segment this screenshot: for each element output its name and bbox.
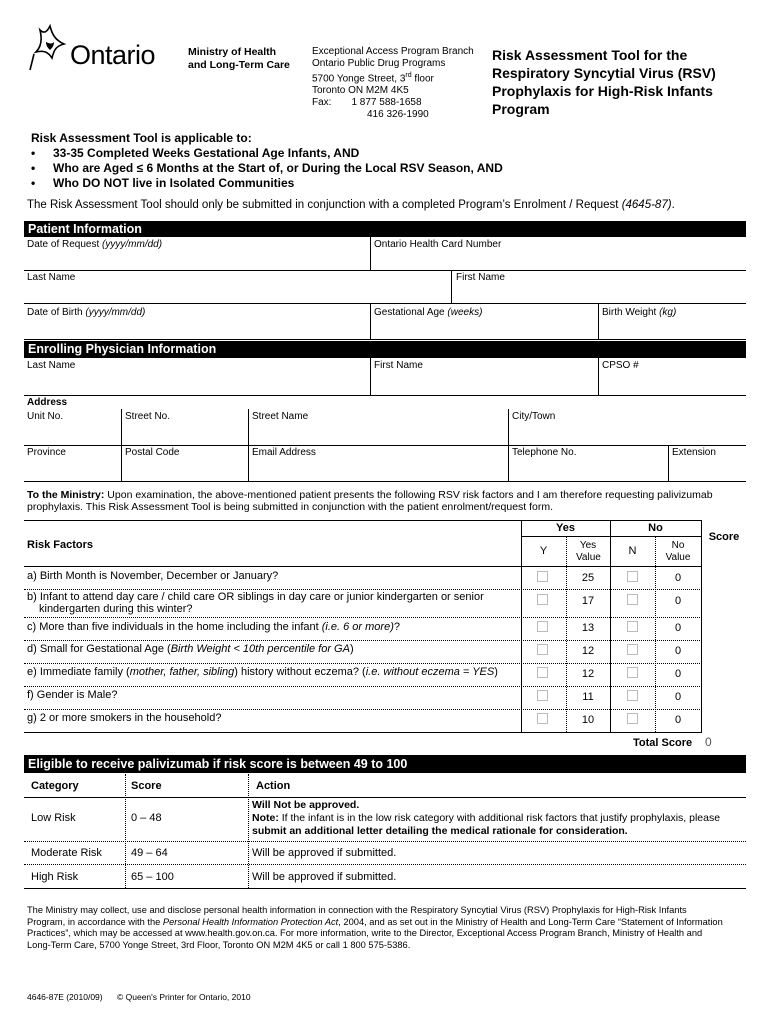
date-of-birth-field[interactable]: Date of Birth (yyyy/mm/dd) — [27, 307, 146, 318]
email-field[interactable]: Email Address — [252, 447, 316, 458]
category-col-header: Category — [31, 780, 79, 792]
risk-factor-e: e) Immediate family (mother, father, sibling) history without eczema? (i.e. without eczema = YES) — [27, 666, 498, 678]
low-risk-category: Low Risk — [31, 812, 76, 824]
total-score-label: Total Score — [633, 737, 693, 749]
risk-f-no-checkbox[interactable] — [627, 690, 638, 701]
cpso-field[interactable]: CPSO # — [602, 360, 639, 371]
birth-weight-field[interactable]: Birth Weight (kg) — [602, 307, 677, 318]
form-code: 4646-87E (2010/09) — [27, 992, 103, 1002]
form-title: Risk Assessment Tool for the Respiratory Syncytial Virus (RSV) Prophylaxis for High-Risk Infants Program — [492, 47, 716, 117]
patient-last-name-field[interactable]: Last Name — [27, 272, 76, 283]
risk-d-no-value: 0 — [674, 645, 682, 657]
risk-g-yes-value: 10 — [581, 714, 595, 726]
action-col-header: Action — [256, 780, 291, 792]
eligibility-section-header: Eligible to receive palivizumab if risk score is between 49 to 100 — [24, 755, 746, 773]
risk-b-yes-checkbox[interactable] — [537, 594, 548, 605]
moderate-risk-score: 49 – 64 — [131, 847, 168, 859]
risk-b-no-checkbox[interactable] — [627, 594, 638, 605]
risk-e-yes-checkbox[interactable] — [537, 667, 548, 678]
branch-street: 5700 Yonge Street, 3rd floor — [312, 72, 434, 85]
address-label: Address — [27, 397, 68, 408]
risk-d-yes-checkbox[interactable] — [537, 644, 548, 655]
date-of-request-field[interactable]: Date of Request (yyyy/mm/dd) — [27, 239, 163, 250]
risk-c-yes-value: 13 — [581, 622, 595, 634]
logo-wordmark: Ontario — [70, 40, 156, 70]
risk-f-no-value: 0 — [674, 691, 682, 703]
risk-factor-g: g) 2 or more smokers in the household? — [27, 712, 222, 724]
applicability-item: • Who DO NOT live in Isolated Communities — [31, 176, 295, 190]
applicability-item: • Who are Aged ≤ 6 Months at the Start of, or During the Local RSV Season, AND — [31, 161, 503, 175]
health-card-field[interactable]: Ontario Health Card Number — [374, 239, 502, 250]
risk-d-no-checkbox[interactable] — [627, 644, 638, 655]
street-no-field[interactable]: Street No. — [125, 411, 171, 422]
risk-c-yes-checkbox[interactable] — [537, 621, 548, 632]
street-name-field[interactable]: Street Name — [252, 411, 309, 422]
risk-c-no-checkbox[interactable] — [627, 621, 638, 632]
risk-factors-header: Risk Factors — [27, 539, 94, 551]
no-value-header: No Value — [665, 540, 691, 563]
low-risk-action: Will Not be approved. Note: If the infant is in the low risk category with additional risk factors that justify prophylaxis, please submit an additional letter detailing the medical rationale for consideration. — [252, 799, 721, 837]
high-risk-action: Will be approved if submitted. — [252, 871, 397, 883]
low-risk-score: 0 – 48 — [131, 812, 162, 824]
y-header: Y — [539, 545, 548, 557]
risk-a-yes-checkbox[interactable] — [537, 571, 548, 582]
province-field[interactable]: Province — [27, 447, 66, 458]
ontario-logo — [28, 24, 168, 76]
submission-note: The Risk Assessment Tool should only be submitted in conjunction with a completed Program’s Enrolment / Request (4645-87). — [27, 199, 675, 211]
moderate-risk-action: Will be approved if submitted. — [252, 847, 397, 859]
high-risk-score: 65 – 100 — [131, 871, 174, 883]
telephone-field[interactable]: Telephone No. — [512, 447, 577, 458]
applicability-list — [31, 146, 503, 191]
extension-field[interactable]: Extension — [672, 447, 716, 458]
ministry-statement: To the Ministry: Upon examination, the above-mentioned patient presents the following RSV risk factors and I am therefore requesting palivizumab prophylaxis. This Risk Assessment Tool is being submitted in conjunction with the patient enrolment/request form. — [27, 489, 713, 513]
physician-section-header: Enrolling Physician Information — [24, 341, 746, 358]
n-header: N — [628, 545, 637, 557]
high-risk-category: High Risk — [31, 871, 79, 883]
branch-address: Exceptional Access Program Branch Ontario Public Drug Programs 5700 Yonge Street, 3rd floor Toronto ON M2M 4K5 Fax: 1 877 588-1658 416 326-1990 — [312, 46, 474, 121]
moderate-risk-category: Moderate Risk — [31, 847, 102, 859]
risk-a-no-checkbox[interactable] — [627, 571, 638, 582]
copyright: © Queen's Printer for Ontario, 2010 — [117, 992, 251, 1002]
applicability-item: • 33-35 Completed Weeks Gestational Age Infants, AND — [31, 146, 360, 160]
risk-b-yes-value: 17 — [581, 595, 595, 607]
city-field[interactable]: City/Town — [512, 411, 556, 422]
yes-header: Yes — [556, 522, 575, 534]
unit-no-field[interactable]: Unit No. — [27, 411, 64, 422]
risk-factor-b: b) Infant to attend day care / child care OR siblings in day care or junior kindergarten or senior kindergarten during this winter? — [27, 591, 484, 615]
ministry-name: Ministry of Health and Long-Term Care — [188, 46, 290, 71]
trillium-icon — [28, 24, 72, 74]
risk-f-yes-checkbox[interactable] — [537, 690, 548, 701]
risk-factor-a: a) Birth Month is November, December or January? — [27, 570, 279, 582]
risk-factor-f: f) Gender is Male? — [27, 689, 118, 701]
no-header: No — [648, 522, 663, 534]
score-header: Score — [708, 531, 740, 543]
privacy-notice: The Ministry may collect, use and disclose personal health information in connection with the Respiratory Syncytial Virus (RSV) Prophylaxis for High-Risk Infants Program, in accordance with the Personal Health Information Protection Act, 2004, and as set out in the Ministry of Health and Long-Term Care “Statement of Information Practices”, which may be accessed at www.health.gov.on.ca. For more information, write to the Director, Exceptional Access Program Branch, Ministry of Health and Long-Term Care, 5700 Yonge Street, 3rd Floor, Toronto ON M2M 4K5 or call 1 800 575-5386. — [27, 905, 723, 950]
physician-last-name-field[interactable]: Last Name — [27, 360, 76, 371]
risk-a-yes-value: 25 — [581, 572, 595, 584]
risk-factor-d: d) Small for Gestational Age (Birth Weight < 10th percentile for GA) — [27, 643, 354, 655]
fax-line: Fax: 1 877 588-1658 — [312, 97, 422, 109]
risk-e-yes-value: 12 — [581, 668, 595, 680]
risk-a-no-value: 0 — [674, 572, 682, 584]
patient-first-name-field[interactable]: First Name — [456, 272, 505, 283]
risk-c-no-value: 0 — [674, 622, 682, 634]
risk-g-no-value: 0 — [674, 714, 682, 726]
risk-e-no-checkbox[interactable] — [627, 667, 638, 678]
risk-f-yes-value: 11 — [582, 691, 594, 703]
risk-g-no-checkbox[interactable] — [627, 713, 638, 724]
risk-g-yes-checkbox[interactable] — [537, 713, 548, 724]
patient-section-header: Patient Information — [24, 221, 746, 237]
applicability-heading: Risk Assessment Tool is applicable to: — [31, 131, 252, 145]
risk-d-yes-value: 12 — [581, 645, 595, 657]
gestational-age-field[interactable]: Gestational Age (weeks) — [374, 307, 483, 318]
postal-code-field[interactable]: Postal Code — [125, 447, 180, 458]
score-col-header: Score — [131, 780, 162, 792]
risk-factor-c: c) More than five individuals in the home including the infant (i.e. 6 or more)? — [27, 621, 400, 633]
risk-b-no-value: 0 — [674, 595, 682, 607]
risk-e-no-value: 0 — [674, 668, 682, 680]
total-score-value: 0 — [705, 735, 712, 749]
yes-value-header: Yes Value — [576, 540, 601, 563]
physician-first-name-field[interactable]: First Name — [374, 360, 423, 371]
